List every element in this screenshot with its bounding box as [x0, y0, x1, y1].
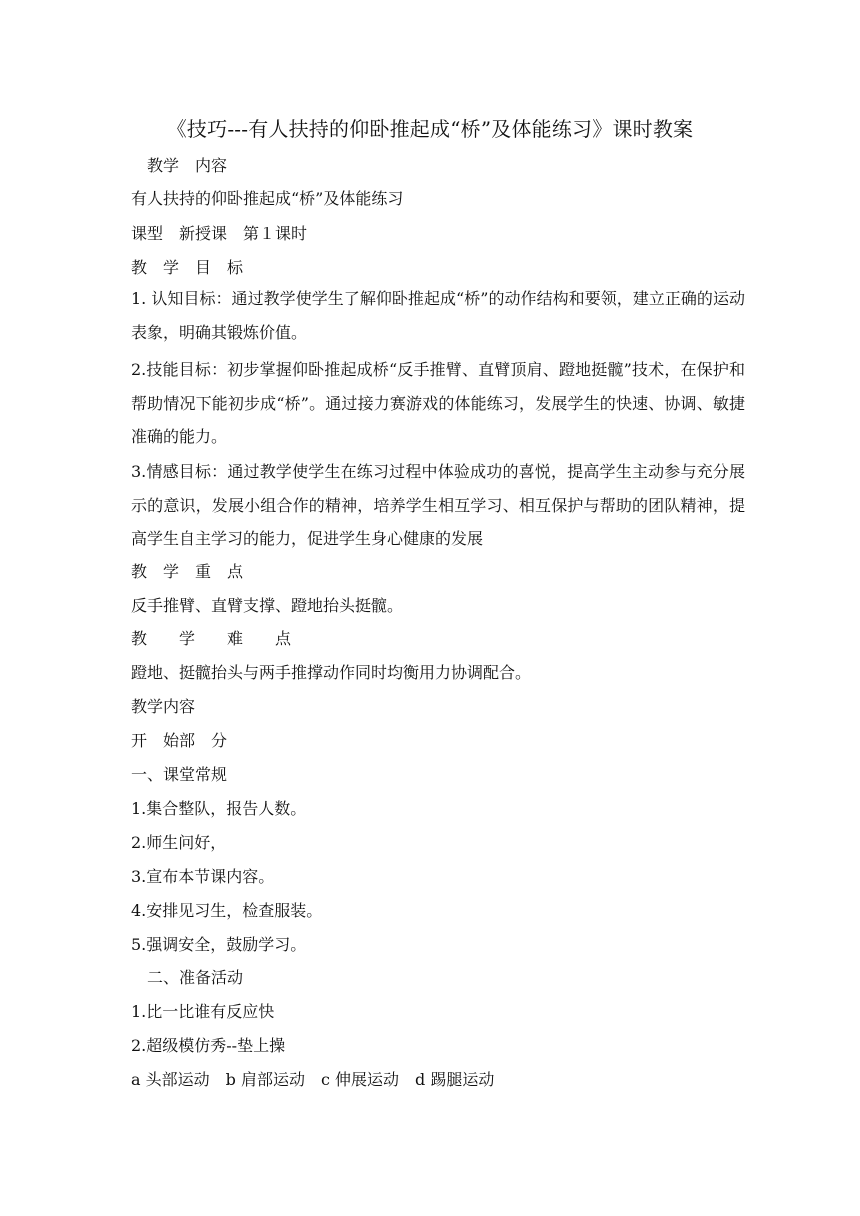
content-heading: 教学 内容: [147, 156, 228, 175]
document-title: 《技巧---有人扶持的仰卧推起成“桥”及体能练习》课时教案: [166, 117, 694, 141]
objectives-heading: 教 学 目 标: [131, 258, 244, 277]
warmup-item: a 头部运动 b 肩部运动 c 伸展运动 d 踢腿运动: [131, 1070, 495, 1089]
warmup-item: 2.超级模仿秀--垫上操: [131, 1036, 286, 1055]
routine-heading: 一、课堂常规: [131, 765, 228, 784]
routine-item: 3.宣布本节课内容。: [131, 867, 275, 886]
lesson-content-heading: 教学内容: [131, 697, 196, 716]
opening-heading: 开 始部 分: [131, 731, 228, 750]
warmup-item: 1.比一比谁有反应快: [131, 1002, 275, 1021]
routine-item: 4.安排见习生，检查服装。: [131, 901, 323, 920]
routine-item: 1.集合整队，报告人数。: [131, 799, 307, 818]
lesson-type: 课型 新授课 第１课时: [131, 224, 308, 243]
warmup-heading: 二、准备活动: [147, 968, 244, 987]
objective-3: 3.情感目标：通过教学使学生在练习过程中体验成功的喜悦，提高学生主动参与充分展示的意识，发展小组合作的精神，培养学生相互学习、相互保护与帮助的团队精神，提高学生自主学习的能力，促进学生身心健康的发展: [131, 462, 745, 548]
routine-item: 2.师生问好，: [131, 833, 227, 852]
key-points-heading: 教 学 重 点: [131, 562, 244, 581]
content-text: 有人扶持的仰卧推起成“桥”及体能练习: [131, 189, 404, 208]
routine-item: 5.强调安全，鼓励学习。: [131, 935, 307, 954]
difficulties-text: 蹬地、挺髋抬头与两手推撑动作同时均衡用力协调配合。: [131, 663, 532, 682]
difficulties-heading: 教 学 难 点: [131, 629, 292, 648]
key-points-text: 反手推臂、直臂支撑、蹬地抬头挺髋。: [131, 596, 404, 615]
objective-1: 1. 认知目标：通过教学使学生了解仰卧推起成“桥”的动作结构和要领，建立正确的运动表象，明确其锻炼价值。: [131, 289, 745, 342]
objective-2: 2.技能目标：初步掌握仰卧推起成桥“反手推臂、直臂顶肩、蹬地挺髋”技术，在保护和帮助情况下能初步成“桥”。通过接力赛游戏的体能练习，发展学生的快速、协调、敏捷准确的能力。: [131, 360, 745, 446]
